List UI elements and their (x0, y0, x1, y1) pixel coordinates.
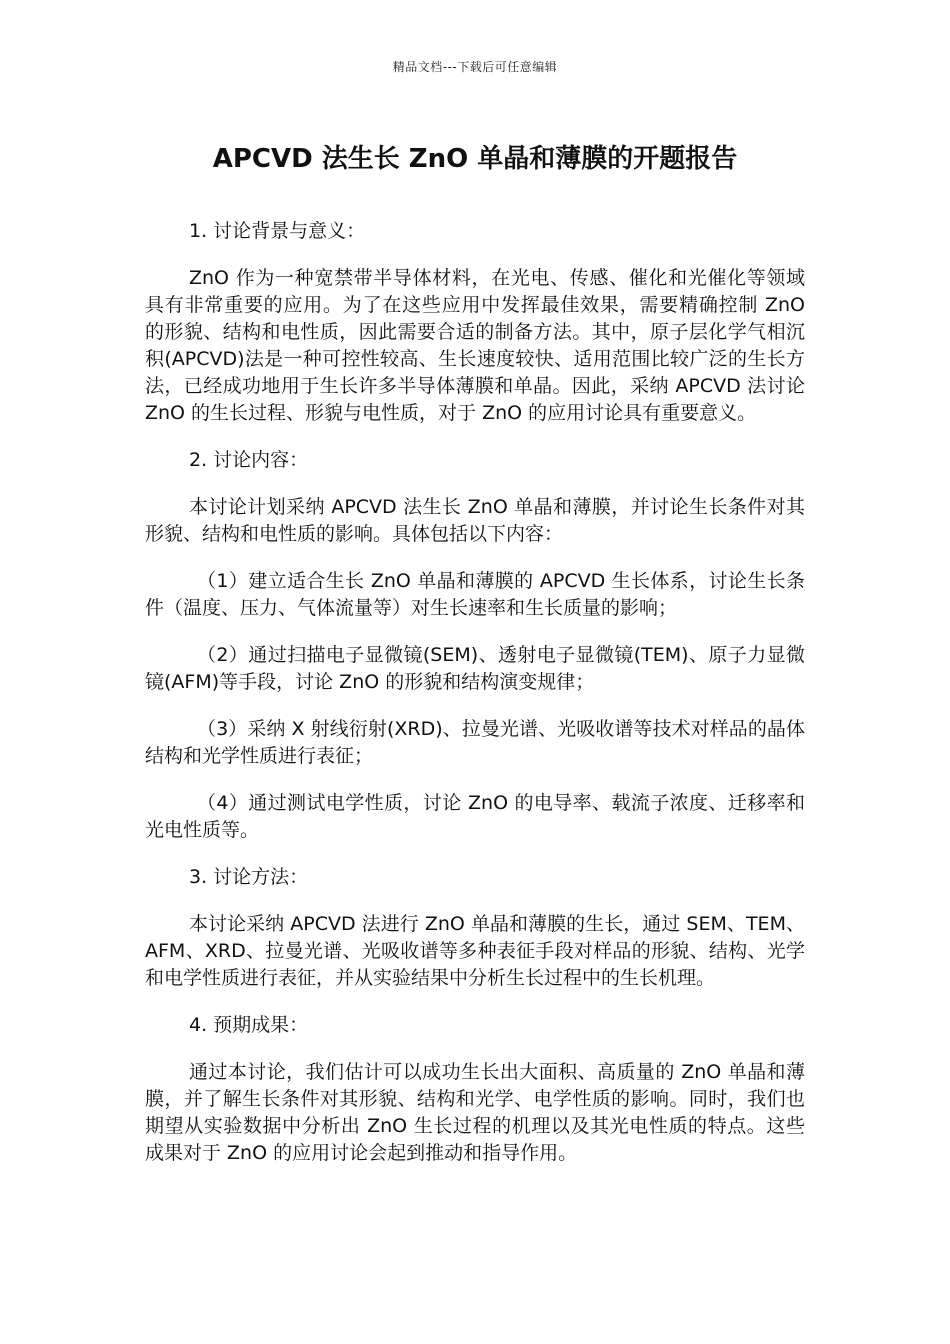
list-item-content-2: （2）通过扫描电子显微镜(SEM)、透射电子显微镜(TEM)、原子力显微镜(AFM)等手段，讨论 ZnO 的形貌和结构演变规律； (145, 644, 805, 693)
list-item-content-4: （4）通过测试电学性质，讨论 ZnO 的电导率、载流子浓度、迁移率和光电性质等。 (145, 792, 805, 841)
paragraph-expected-results: 通过本讨论，我们估计可以成功生长出大面积、高质量的 ZnO 单晶和薄膜，并了解生长条件对其形貌、结构和光学、电学性质的影响。同时，我们也期望从实验数据中分析出 ZnO 生长过程的机理以及其光电性质的特点。这些成果对于 ZnO 的应用讨论会起到推动和指导作用。 (145, 1061, 805, 1164)
list-item-content-1: （1）建立适合生长 ZnO 单晶和薄膜的 APCVD 生长体系，讨论生长条件（温度、压力、气体流量等）对生长速率和生长质量的影响； (145, 570, 805, 619)
document-title: APCVD 法生长 ZnO 单晶和薄膜的开题报告 (212, 144, 738, 174)
list-item-content-3: （3）采纳 X 射线衍射(XRD)、拉曼光谱、光吸收谱等技术对样品的晶体结构和光学性质进行表征； (145, 718, 805, 767)
document-body (145, 218, 805, 1187)
page-header-note: 精品文档---下载后可任意编辑 (392, 60, 558, 74)
paragraph-content-intro: 本讨论计划采纳 APCVD 法生长 ZnO 单晶和薄膜，并讨论生长条件对其形貌、结构和电性质的影响。具体包括以下内容： (145, 496, 805, 545)
paragraph-background: ZnO 作为一种宽禁带半导体材料，在光电、传感、催化和光催化等领域具有非常重要的应用。为了在这些应用中发挥最佳效果，需要精确控制 ZnO 的形貌、结构和电性质，因此需要合适的制备方法。其中，原子层化学气相沉积(APCVD)法是一种可控性较高、生长速度较快、适用范围比较广泛的生长方法，已经成功地用于生长许多半导体薄膜和单晶。因此，采纳 APCVD 法讨论 ZnO 的生长过程、形貌与电性质，对于 ZnO 的应用讨论具有重要意义。 (145, 267, 805, 424)
section-heading-content: 2. 讨论内容： (189, 449, 309, 471)
section-heading-expected-results: 4. 预期成果： (189, 1014, 309, 1036)
section-heading-methods: 3. 讨论方法： (189, 866, 309, 888)
paragraph-methods: 本讨论采纳 APCVD 法进行 ZnO 单晶和薄膜的生长，通过 SEM、TEM、AFM、XRD、拉曼光谱、光吸收谱等多种表征手段对样品的形貌、结构、光学和电学性质进行表征，并从实验结果中分析生长过程中的生长机理。 (145, 913, 805, 989)
section-heading-background: 1. 讨论背景与意义： (189, 220, 366, 242)
